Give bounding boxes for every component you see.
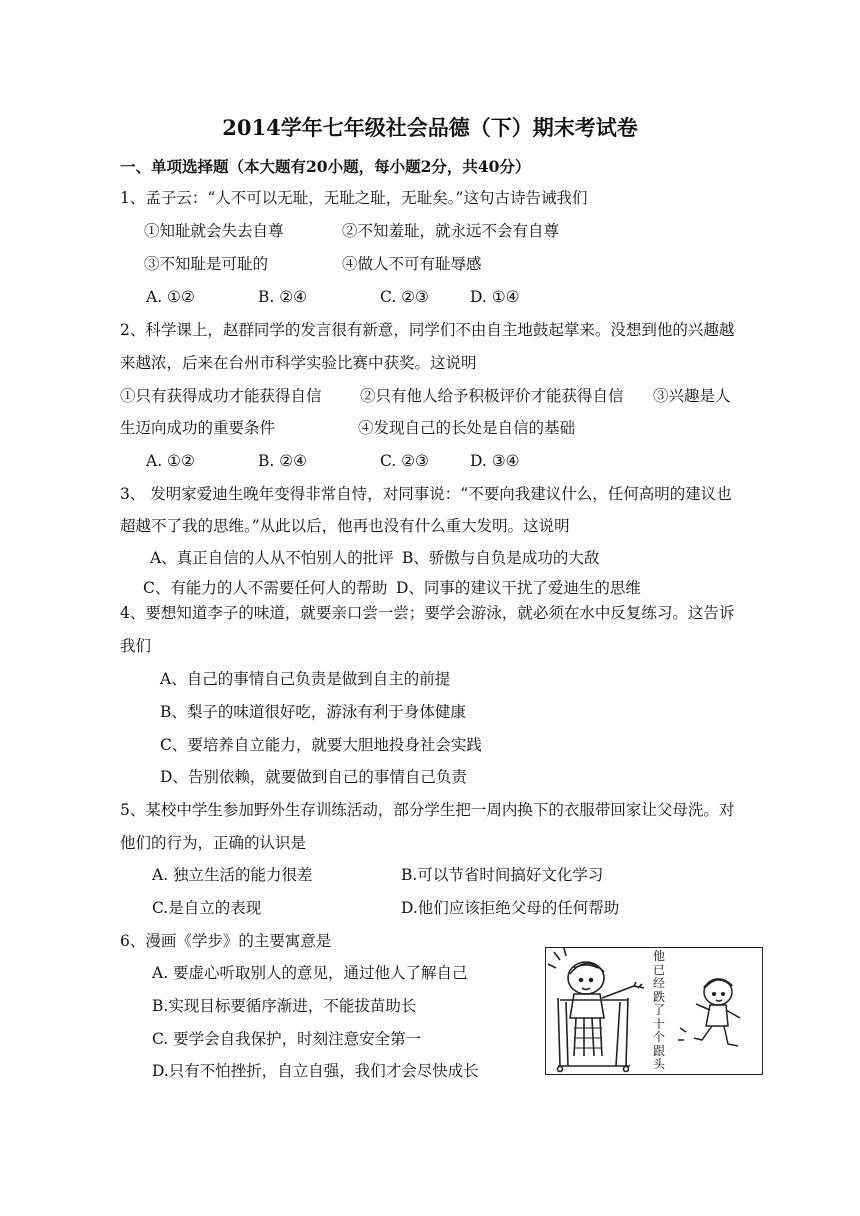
question-2-statement-4: ④发现自己的长处是自信的基础 — [358, 419, 576, 437]
question-2-statement-2: ②只有他人给予积极评价才能获得自信 — [360, 387, 624, 405]
question-1-option-d: D. ①④ — [470, 288, 520, 306]
question-2-stem-line-2: 来越浓，后来在台州市科学实验比赛中获奖。这说明 — [120, 354, 477, 372]
question-2-stem-line-1: 2、科学课上，赵群同学的发言很有新意，同学们不由自主地鼓起掌来。没想到他的兴趣越 — [120, 321, 735, 339]
question-2-statement-3-cont: 生迈向成功的重要条件 — [120, 419, 276, 437]
question-1-option-a: A. ①② — [146, 288, 195, 306]
cartoon-caption: 他已经跌了十个跟头 — [652, 949, 665, 1071]
cartoon-learning-to-walk — [545, 947, 763, 1075]
question-4-option-d: D、告别依赖，就要做到自己的事情自己负责 — [160, 768, 467, 786]
question-2-option-a: A. ①② — [146, 452, 195, 470]
question-3-stem-line-2: 超越不了我的思维。”从此以后，他再也没有什么重大发明。这说明 — [120, 517, 570, 535]
section-heading: 一、单项选择题（本大题有20小题，每小题2分，共40分） — [120, 157, 531, 176]
question-3-option-b: B、骄傲与自负是成功的大敌 — [402, 549, 600, 567]
question-6-option-a: A. 要虚心听取别人的意见，通过他人了解自己 — [152, 964, 468, 982]
question-5-option-b: B.可以节省时间搞好文化学习 — [401, 866, 604, 884]
question-1-stem: 1、孟子云：“人不可以无耻，无耻之耻，无耻矣。”这句古诗告诫我们 — [120, 189, 588, 207]
question-1-statement-3: ③不知耻是可耻的 — [144, 255, 269, 273]
question-1-statement-1: ①知耻就会失去自尊 — [144, 222, 284, 240]
question-5-option-a: A. 独立生活的能力很差 — [152, 866, 313, 884]
question-6-option-b: B.实现目标要循序渐进，不能拔苗助长 — [152, 997, 417, 1015]
question-5-stem-line-2: 他们的行为，正确的认识是 — [120, 834, 307, 852]
question-6-option-c: C. 要学会自我保护，时刻注意安全第一 — [152, 1030, 422, 1048]
question-4-stem-line-1: 4、要想知道李子的味道，就要亲口尝一尝；要学会游泳，就必须在水中反复练习。这告诉 — [120, 604, 735, 622]
question-6-stem: 6、漫画《学步》的主要寓意是 — [120, 932, 332, 950]
question-3-option-c: C、有能力的人不需要任何人的帮助 — [143, 579, 388, 597]
question-2-option-c: C. ②③ — [380, 452, 429, 470]
question-5-option-d: D.他们应该拒绝父母的任何帮助 — [401, 899, 620, 917]
question-5-option-c: C.是自立的表现 — [152, 899, 262, 917]
question-3-stem-line-1: 3、 发明家爱迪生晚年变得非常自恃，对同事说：“不要向我建议什么，任何高明的建议也 — [120, 485, 732, 503]
question-3-option-d: D、同事的建议干扰了爱迪生的思维 — [396, 579, 641, 597]
question-1-option-b: B. ②④ — [258, 288, 308, 306]
page-title: 2014学年七年级社会品德（下）期末考试卷 — [222, 115, 638, 140]
question-1-statement-4: ④做人不可有耻辱感 — [342, 255, 482, 273]
question-2-option-d: D. ③④ — [470, 452, 520, 470]
question-5-stem-line-1: 5、某校中学生参加野外生存训练活动，部分学生把一周内换下的衣服带回家让父母洗。对 — [120, 801, 735, 819]
question-1-option-c: C. ②③ — [380, 288, 429, 306]
question-4-option-a: A、自己的事情自己负责是做到自主的前提 — [160, 670, 451, 688]
question-2-statement-1: ①只有获得成功才能获得自信 — [120, 387, 322, 405]
question-4-option-c: C、要培养自立能力，就要大胆地投身社会实践 — [160, 736, 482, 754]
question-4-stem-line-2: 我们 — [120, 637, 152, 655]
question-2-statement-3: ③兴趣是人 — [653, 387, 731, 405]
question-6-option-d: D.只有不怕挫折，自立自强，我们才会尽快成长 — [152, 1062, 479, 1080]
question-3-option-a: A、真正自信的人从不怕别人的批评 — [150, 549, 394, 567]
question-2-option-b: B. ②④ — [258, 452, 308, 470]
question-1-statement-2: ②不知羞耻，就永远不会有自尊 — [342, 222, 560, 240]
question-4-option-b: B、梨子的味道很好吃，游泳有利于身体健康 — [160, 703, 466, 721]
